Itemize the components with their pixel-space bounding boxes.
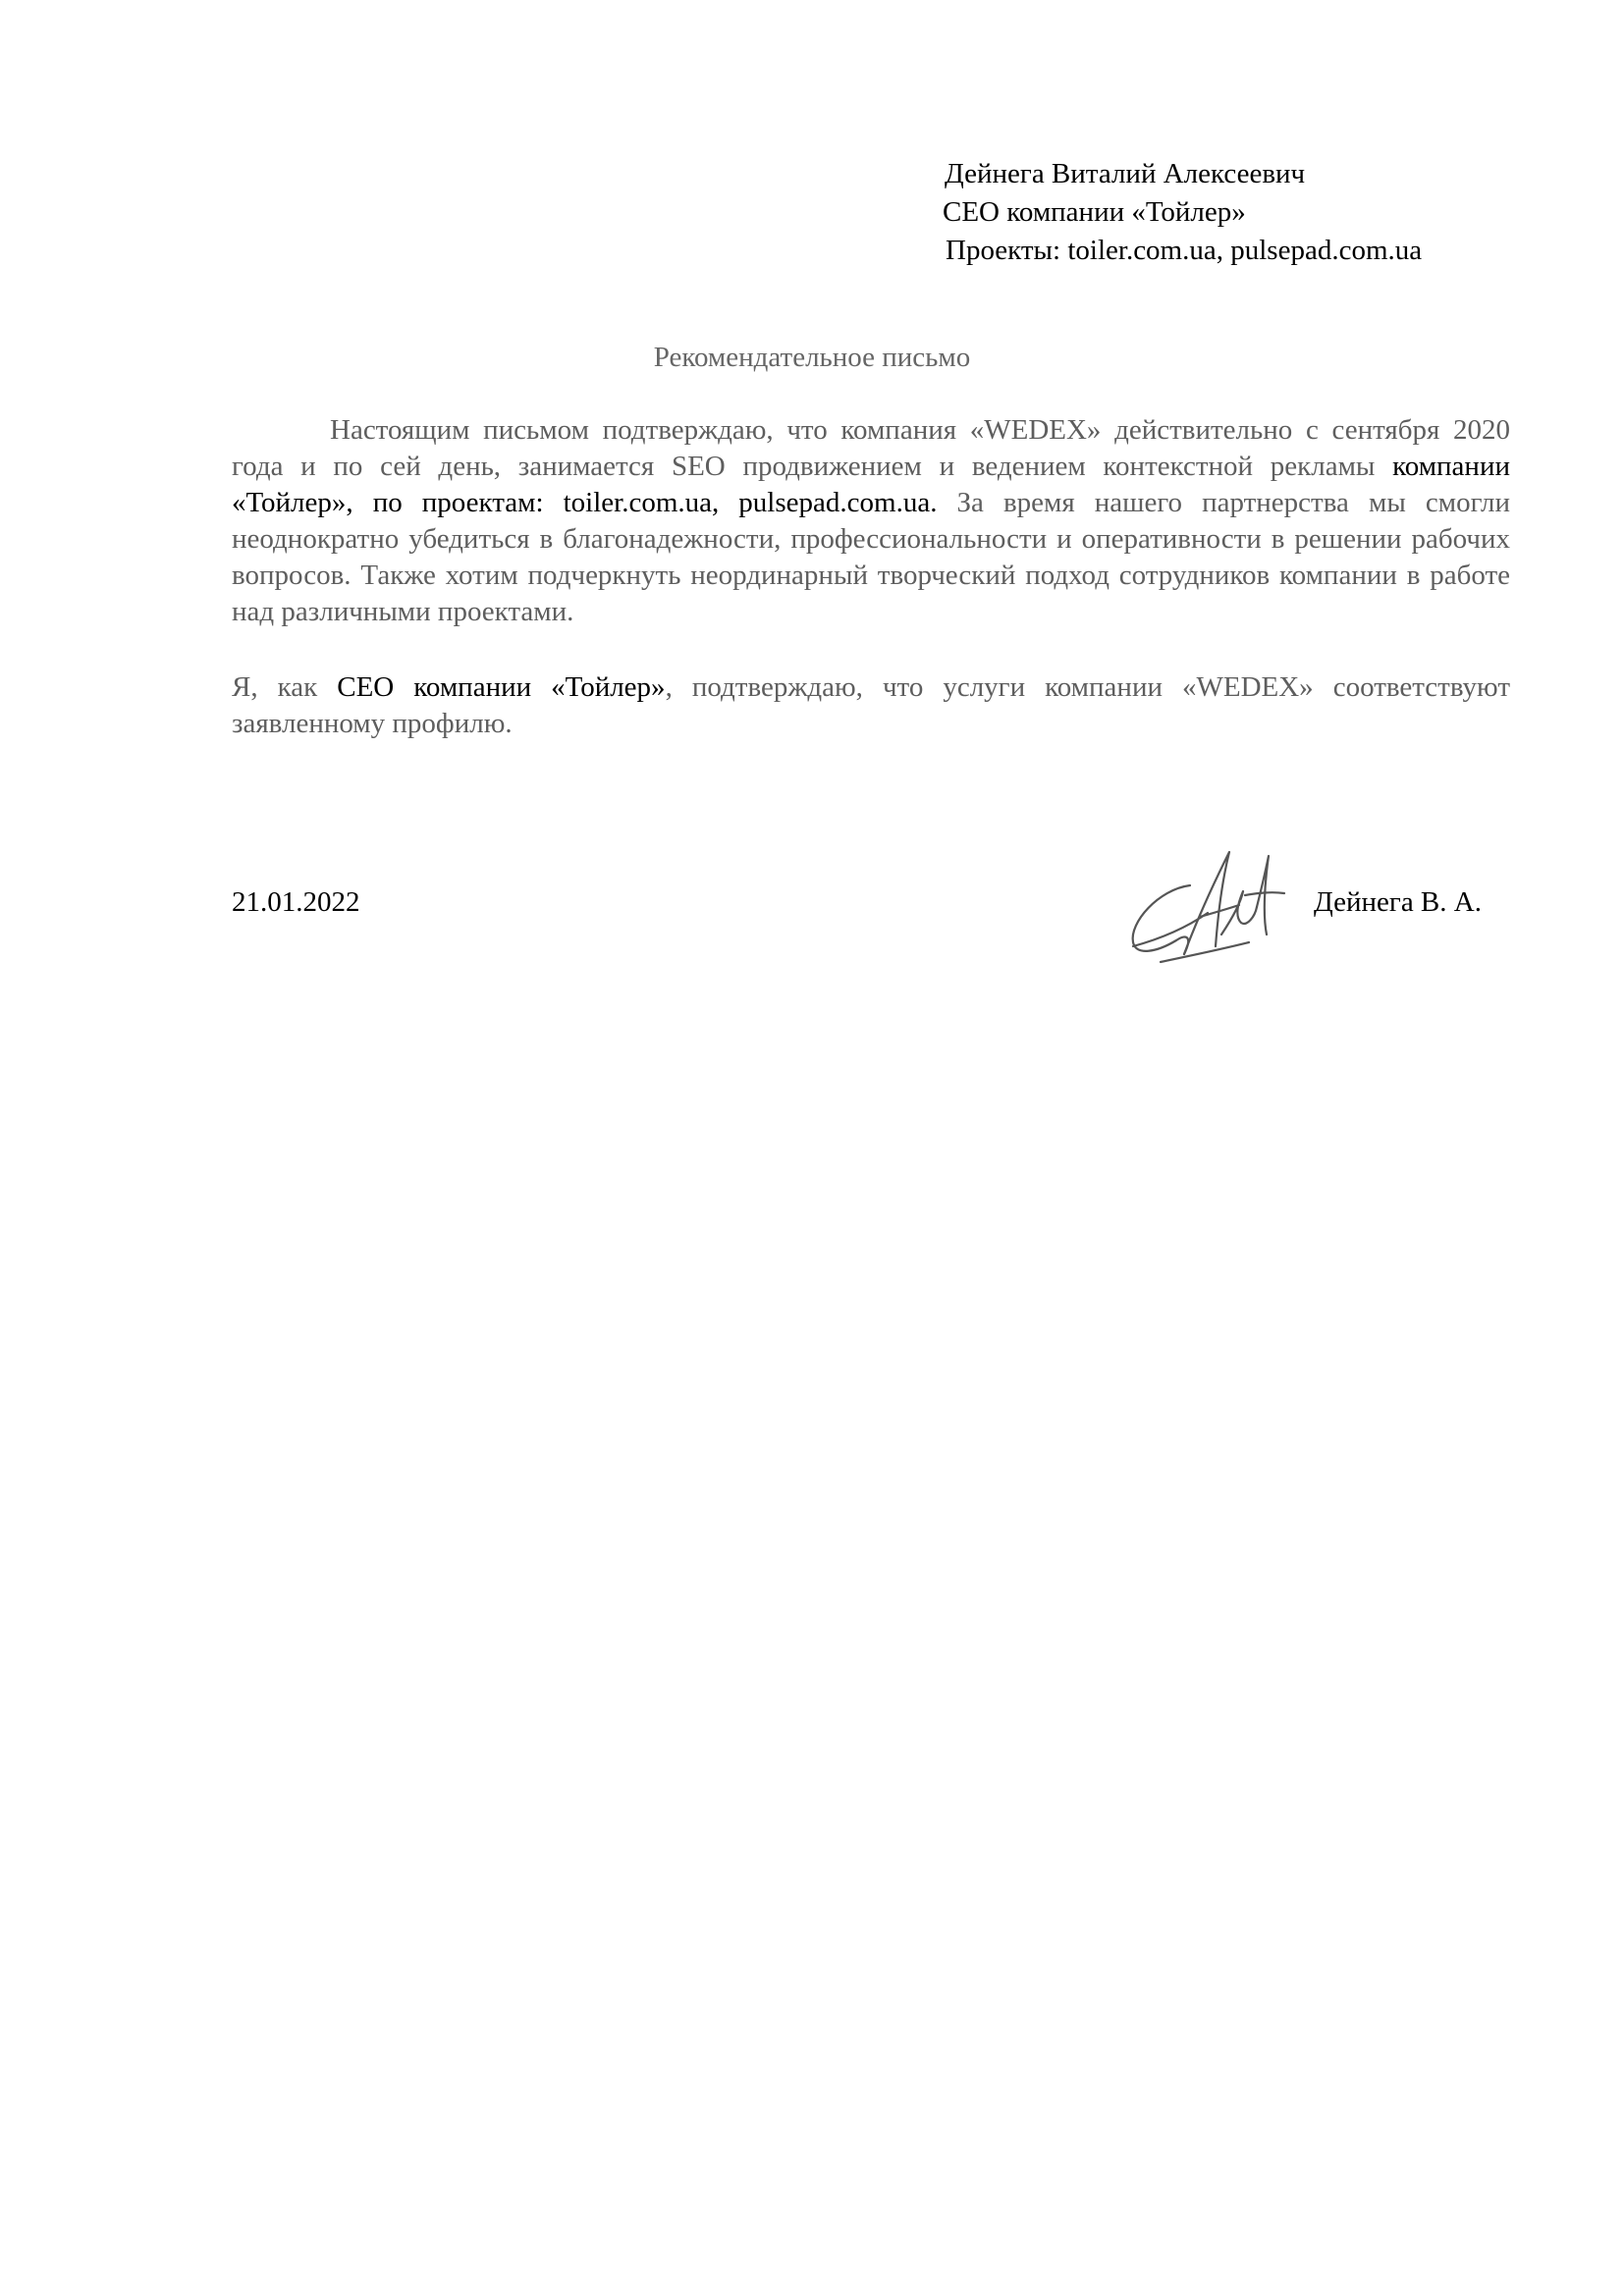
sender-name: Дейнега Виталий Алексеевич	[945, 158, 1306, 189]
letter-title: Рекомендательное письмо	[653, 342, 971, 373]
paragraph-2-text-start: Я, как	[232, 671, 338, 703]
letter-paragraph-1	[232, 412, 1510, 630]
letter-date: 21.01.2022	[232, 886, 360, 918]
paragraph-1-highlight: компании «Тойлер», по проектам: toiler.com.ua, pulsepad.com.ua.	[232, 451, 1510, 518]
paragraph-2-highlight: CEO компании «Тойлер»	[337, 671, 666, 703]
paragraph-1-text-start: Настоящим письмом подтверждаю, что компания «WEDEX» действительно с сентября 2020 года и по сей день, занимается SEO продвижением и ведением контекстной рекламы	[232, 414, 1510, 482]
paragraph-1-text-end: За время нашего партнерства мы смогли неоднократно убедиться в благонадежности, профессиональности и оперативности в решении рабочих вопросов. Также хотим подчеркнуть неординарный творческий подход сотрудников компании в работе над различными проектами.	[232, 487, 1510, 627]
sender-projects: Проекты: toiler.com.ua, pulsepad.com.ua	[946, 235, 1423, 266]
sender-position: CEO компании «Тойлер»	[943, 196, 1246, 228]
handwritten-signature	[1119, 844, 1296, 972]
letter-paragraph-2	[232, 669, 1510, 742]
paragraph-2-text-end: , подтверждаю, что услуги компании «WEDEX» соответствуют заявленному профилю.	[232, 671, 1510, 739]
signer-name: Дейнега В. А.	[1314, 886, 1482, 918]
